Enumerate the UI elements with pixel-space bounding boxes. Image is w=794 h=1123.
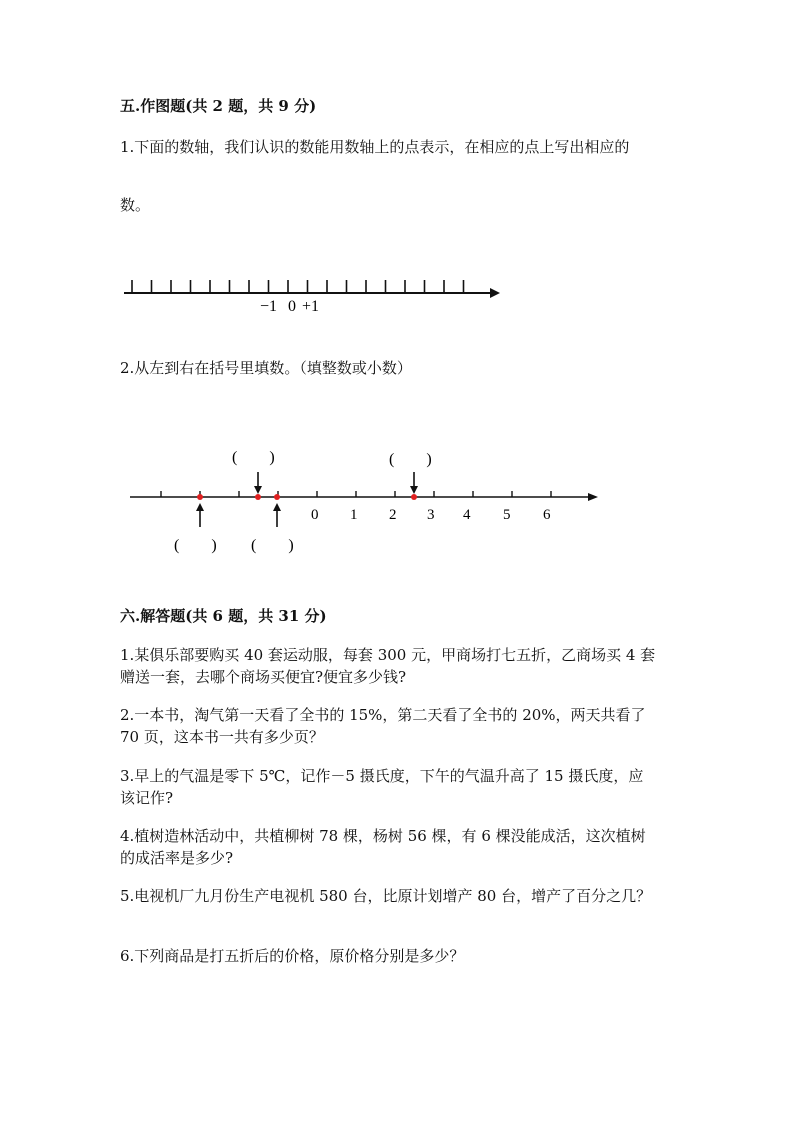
section-5-heading: 五.作图题(共 2 题，共 9 分)	[120, 97, 317, 115]
arrow-down-1	[254, 472, 262, 494]
question-5-2: 2.从左到右在括号里填数。（填整数或小数）	[120, 359, 412, 377]
red-point-3	[274, 494, 280, 500]
number-line-2	[124, 440, 608, 560]
question-6-2-line-1: 2.一本书，淘气第一天看了全书的 15%，第二天看了全书的 20%，两天共看了	[120, 706, 646, 724]
number-line-1-label-plus-1: +1	[302, 298, 320, 315]
number-line-1-label-0: 0	[288, 298, 296, 315]
number-line-1-label-minus-1: −1	[260, 298, 278, 315]
question-6-1-line-2: 赠送一套，去哪个商场买便宜?便宜多少钱?	[120, 668, 407, 686]
blank-bottom-2: ( )	[251, 537, 294, 554]
question-6-1-line-1: 1.某俱乐部要购买 40 套运动服，每套 300 元，甲商场打七五折，乙商场买 4 套	[120, 646, 656, 664]
arrow-down-2	[410, 472, 418, 494]
section-6-heading: 六.解答题(共 6 题，共 31 分)	[120, 607, 327, 625]
question-5-1-line-1: 1.下面的数轴，我们认识的数能用数轴上的点表示，在相应的点上写出相应的	[120, 138, 630, 156]
number-line-2-ticks	[161, 491, 551, 497]
number-line-2-label-1: 1	[350, 507, 358, 523]
arrow-up-1	[196, 503, 204, 527]
number-line-2-label-4: 4	[463, 507, 471, 523]
number-line-2-label-0: 0	[311, 507, 319, 523]
number-line-2-label-6: 6	[543, 507, 551, 523]
blank-top-1: ( )	[232, 449, 275, 466]
question-6-3-line-2: 该记作?	[120, 789, 174, 807]
question-6-4-line-1: 4.植树造林活动中，共植柳树 78 棵，杨树 56 棵，有 6 棵没能成活，这次植树	[120, 827, 646, 845]
red-point-1	[197, 494, 203, 500]
arrow-up-2	[273, 503, 281, 527]
question-6-3-line-1: 3.早上的气温是零下 5℃，记作－5 摄氏度，下午的气温升高了 15 摄氏度，应	[120, 767, 644, 785]
number-line-2-label-3: 3	[427, 507, 435, 523]
red-point-4	[411, 494, 417, 500]
question-5-1-line-2: 数。	[120, 196, 151, 214]
blank-bottom-1: ( )	[174, 537, 217, 554]
blank-top-2: ( )	[389, 451, 432, 468]
number-line-1-ticks	[132, 280, 464, 293]
number-line-2-label-2: 2	[389, 507, 397, 523]
number-line-2-label-5: 5	[503, 507, 511, 523]
number-line-1-arrow	[490, 288, 500, 298]
question-6-4-line-2: 的成活率是多少?	[120, 849, 234, 867]
red-point-2	[255, 494, 261, 500]
question-6-5: 5.电视机厂九月份生产电视机 580 台，比原计划增产 80 台，增产了百分之几？	[120, 887, 652, 905]
question-6-2-line-2: 70 页，这本书一共有多少页？	[120, 728, 324, 746]
question-6-6: 6.下列商品是打五折后的价格，原价格分别是多少？	[120, 947, 465, 965]
number-line-2-arrow	[588, 493, 598, 501]
number-line-1	[118, 270, 508, 320]
